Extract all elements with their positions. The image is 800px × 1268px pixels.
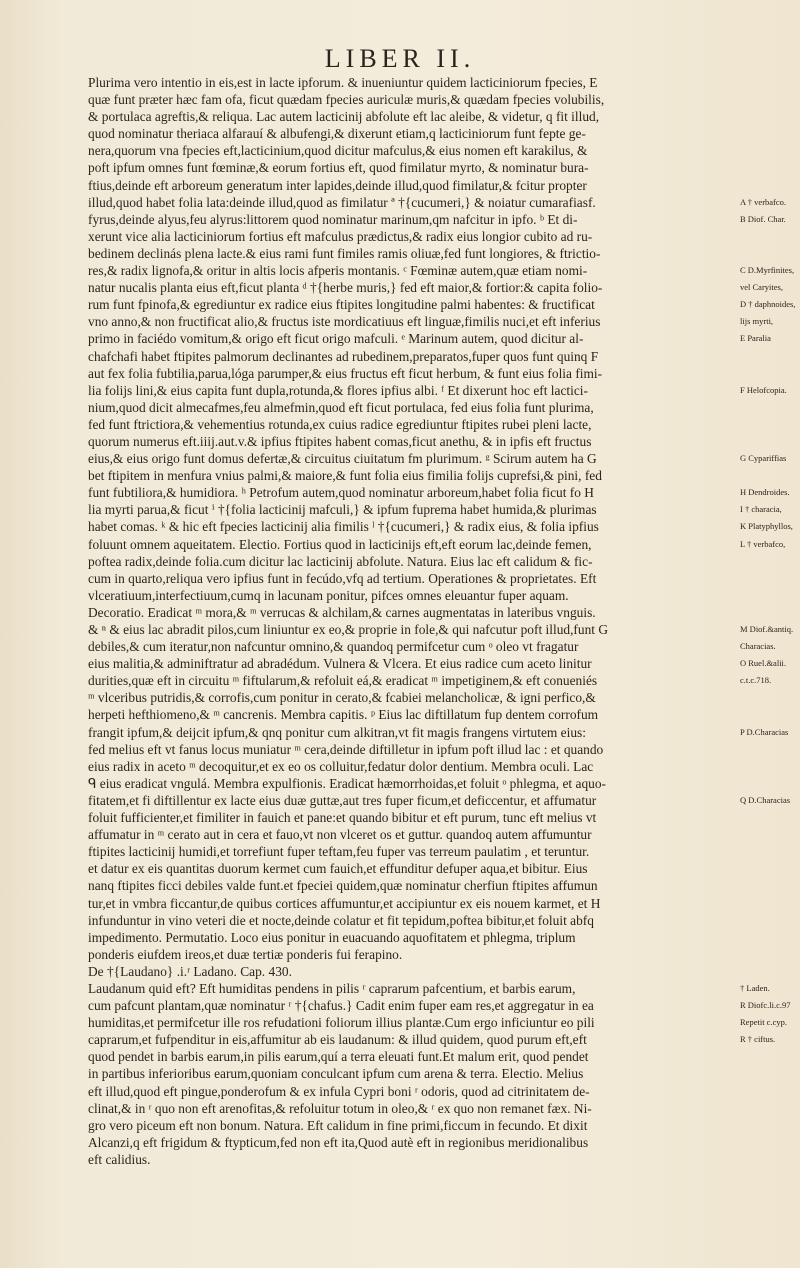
text-line: quod pendet in barbis earum,in pilis earum,quí a terra eleuati funt.Et malum erit, quod pendet xyxy=(88,1049,589,1065)
main-text-column xyxy=(88,74,734,1168)
text-line: & ⁿ & eius lac abradit pilos,cum liniuntur ex eo,& proprie in fole,& qui nafcutur poft illud,funt G xyxy=(88,622,609,637)
text-line: Alcanzi,q eft frigidum & ftypticum,fed non eft ita,Quod autè eft in regionibus meridionalibus xyxy=(88,1134,589,1150)
text-line: eius,& eius origo funt domus defertæ,& circuitus ciuitatum fm plurimum. ᵍ Scirum autem ha G xyxy=(88,451,597,467)
margin-note xyxy=(740,91,798,108)
margin-note xyxy=(740,843,798,860)
text-line: poft ipfum omnes funt fœminæ,& eorum fortius eft, quod fimilatur myrto, & nominatur bura- xyxy=(88,160,589,176)
margin-note xyxy=(740,1168,798,1185)
margin-note xyxy=(740,1151,798,1168)
margin-note xyxy=(740,826,798,843)
text-line: xerunt vice alia lacticiniorum fortius eft mafculus prædictus,& radix eius longior cubito ad ru- xyxy=(88,228,593,244)
text-line: nanq ftipites ficci debiles valde funt.et fpeciei quidem,quæ nominatur cherfiun ftipites affumun xyxy=(88,878,598,894)
margin-note: C D.Myrfinites, xyxy=(740,265,795,276)
text-line: habet comas. ᵏ & hic eft fpecies lacticinij alia fimilis ˡ †{cucumeri,} & radix eius, & folia ipfius xyxy=(88,519,599,535)
margin-note: E Paralia xyxy=(740,333,771,344)
text-line: De †{Laudano} .i.ʳ Ladano. Cap. 430. xyxy=(88,963,292,979)
text-line: bet ftipitem in menfura vnius palmi,& maiore,& funt folia eius fimilia folijs cuprefsi,& pini, fed xyxy=(88,468,602,484)
margin-note xyxy=(740,946,798,963)
margin-note: F Helofcopia. xyxy=(740,384,787,395)
margin-note xyxy=(740,159,798,176)
margin-note: A † verbafco. xyxy=(740,196,787,207)
text-line: affumatur in ᵐ cerato aut in cera et fauo,vt non vlceret os et guttur. quandoq autem affumuntur xyxy=(88,827,592,843)
text-line: eft calidius. xyxy=(88,1151,151,1167)
margin-note xyxy=(740,365,798,382)
text-line: tur,et in vmbra ficcantur,de quibus cortices affumuntur,et accipiuntur ex eis nouem karmet, et H xyxy=(88,895,601,911)
margin-note xyxy=(740,689,798,706)
text-line: ponderis eiufdem ireos,et duæ tertiæ ponderis fui ferapino. xyxy=(88,946,403,962)
margin-note xyxy=(740,895,798,912)
text-line: ᵐ vlceribus putridis,& corrofis,cum ponitur in cerato,& fcabiei melancholicæ, & igni perfico,& xyxy=(88,690,596,706)
text-line: fed funt ftrictiora,& vehementius rotunda,ex cuius radice egrediuntur ftipites rubei pleni lacte, xyxy=(88,416,592,432)
text-line: ftipites lacticinij humidi,et torrefiunt fuper teftam,feu fuper vas terreum paulatim , et teruntur. xyxy=(88,844,590,860)
margin-note xyxy=(740,1083,798,1100)
text-line: cum in quarto,reliqua vero ipfius funt in fecúdo,vfq ad tertium. Operationes & proprietates. Eft xyxy=(88,570,597,586)
margin-note: P D.Characias xyxy=(740,726,789,737)
text-line: natur nucalis planta eius eft,ficut planta ᵈ †{herbe muris,} fed eft maior,& fortior:& capita folio- xyxy=(88,280,603,296)
margin-note: Repetit c.cyp. xyxy=(740,1017,787,1028)
margin-note: R † ciftus. xyxy=(740,1034,776,1045)
margin-note xyxy=(740,108,798,125)
margin-note xyxy=(740,142,798,159)
margin-note xyxy=(740,929,798,946)
text-line: fitatem,et fi diftillentur ex lacte eius duæ guttæ,aut tres fuper ficum,et deficcentur, et affumatur xyxy=(88,792,597,808)
text-line: vno anno,& non fructificat alio,& fructus iste mordicatiuus eft linguæ,fimilis nuci,et eft inferius xyxy=(88,314,601,330)
margin-notes-column xyxy=(740,74,798,1219)
margin-note xyxy=(740,433,798,450)
text-line: frangit ipfum,& deijcit ipfum,& qnq ponitur cum alkitran,vt fit magis frangens virtutem eius: xyxy=(88,724,586,740)
text-line: rum funt fpinofa,& egrediuntur ex radice eius ftipites longitudine palmi habentes: & fructificat xyxy=(88,297,595,313)
margin-note xyxy=(740,912,798,929)
text-line: res,& radix lignofa,& oritur in altis locis afperis montanis. ᶜ Fœminæ autem,quæ etiam nomi- xyxy=(88,263,588,279)
margin-note xyxy=(740,1117,798,1134)
margin-note xyxy=(740,348,798,365)
margin-note: G Cypariffias xyxy=(740,453,787,464)
text-line: quorum numerus eft.iiij.aut.v.& ipfius ftipites habent comas,ficut anethu, & in ipfis eft fructus xyxy=(88,433,592,449)
text-line: Decoratio. Eradicat ᵐ mora,& ᵐ verrucas & alchilam,& carnes augmentatas in lateribus vnguis. xyxy=(88,604,596,620)
margin-note xyxy=(740,399,798,416)
text-line: durities,quæ eft in circuitu ᵐ fiftularum,& refoluit eá,& eradicat ᵐ impetiginem,& eft conueniés xyxy=(88,673,598,689)
margin-note: vel Caryites, xyxy=(740,282,783,293)
margin-note: D † daphnoides, xyxy=(740,299,796,310)
text-line: foluunt omnem aqueitatem. Electio. Fortius quod in lacticinijs eft,eft eorum lac,deinde femen, xyxy=(88,536,592,552)
margin-note xyxy=(740,963,798,980)
margin-note xyxy=(740,1100,798,1117)
text-line: ᑫ eius eradicat vngulá. Membra expulfionis. Eradicat hæmorrhoidas,et foluit ᵒ phlegma, et aquo- xyxy=(88,775,606,791)
margin-note xyxy=(740,125,798,142)
text-line: Laudanum quid eft? Eft humiditas pendens in pilis ʳ caprarum pafcentium, et barbis earum, xyxy=(88,980,576,996)
margin-note: K Platyphyllos, xyxy=(740,521,793,532)
text-line: bedinem declinás plena lacte.& eius rami funt fimiles ramis oliuæ,fed funt longiores, & ftrictio- xyxy=(88,245,601,261)
text-line: primo in faciédo vomitum,& origo eft ficut origo mafculi. ᵉ Marinum autem, quod dicitur al- xyxy=(88,331,584,347)
margin-note xyxy=(740,775,798,792)
margin-note: M Diof.&antiq. xyxy=(740,624,794,634)
margin-note xyxy=(740,1134,798,1151)
text-line: caprarum,et fufpenditur in eis,affumitur ab eis laudanum: & illud quidem, quod purum eft,eft xyxy=(88,1032,587,1048)
margin-note xyxy=(740,877,798,894)
margin-note xyxy=(740,860,798,877)
margin-note: R Diofc.li.c.97 xyxy=(740,1000,791,1011)
text-line: Plurima vero intentio in eis,est in lacte ipforum. & inueniuntur quidem lacticiniorum fpecies, E xyxy=(88,75,598,90)
margin-note xyxy=(740,1202,798,1219)
text-line: fyrus,deinde alyus,feu alyrus:littorem quod nominatur marinum,qm nafcitur in ipfo. ᵇ Et di- xyxy=(88,211,578,227)
margin-note: c.t.c.718. xyxy=(740,675,772,686)
text-line: quæ funt præter hæc fam ofa, ficut quædam fpecies auriculæ muris,& quædam fpecies volubilis, xyxy=(88,92,605,108)
text-line: funt fubtiliora,& humidiora. ʰ Petrofum autem,quod nominatur arboreum,habet folia ficut fo H xyxy=(88,485,594,501)
text-line: in partibus inferioribus earum,quoniam conculcant ipfum cum arena & terra. Electio. Melius xyxy=(88,1066,584,1082)
margin-note xyxy=(740,758,798,775)
margin-note xyxy=(740,809,798,826)
margin-note xyxy=(740,570,798,587)
text-line: eft illud,quod eft pingue,ponderofum & ex infula Cypri boni ʳ odoris, quod ad citrinitatem de- xyxy=(88,1083,590,1099)
text-line: eius malitia,& adminiftratur ad abradédum. Vulnera & Vlcera. Et eius radice cum aceto linitur xyxy=(88,656,592,672)
text-line: nium,quod dicit almecafmes,feu almefmin,quod eft ficut portulaca, fed eius folia funt plurima, xyxy=(88,399,594,415)
running-title: LIBER II. xyxy=(324,44,476,73)
text-line: nera,quorum vna fpecies eft,lacticinium,quod dicitur mafculus,& eius nomen eft karakilus, & xyxy=(88,143,588,159)
margin-note xyxy=(740,467,798,484)
margin-note xyxy=(740,1048,798,1065)
text-line: vlceratiuum,interfectiuum,cumq in lacunam ponitur, pifces omnes eleuantur fuper aquam. xyxy=(88,587,569,603)
margin-note xyxy=(740,245,798,262)
margin-note xyxy=(740,1065,798,1082)
text-line: foluit fufficienter,et fimiliter in fauich et pane:et quando bibitur et eft purum, tunc eft melius vt xyxy=(88,810,597,826)
text-line: debiles,& cum iteratur,non nafcuntur omnino,& quandoq permifcetur cum ᵒ oleo vt fragatur xyxy=(88,639,579,655)
margin-note: I † characia, xyxy=(740,504,782,515)
text-line: fed melius eft vt fanus locus muniatur ᵐ cera,deinde diftilletur in ipfum poft illud lac : et quando xyxy=(88,741,604,757)
text-line: poftea radix,deinde folia.cum dicitur lac lacticinij abfolute. Natura. Eius lac eft calidum & fic- xyxy=(88,553,593,569)
text-line: impedimento. Permutatio. Loco eius ponitur in euacuando aquofitatem et phlegma, triplum xyxy=(88,929,576,945)
margin-note: H Dendroides. xyxy=(740,487,790,498)
text-line: et datur ex eis quantitas duorum kermet cum fauich,et effunditur defuper aqua,et bibitur. Eius xyxy=(88,861,588,877)
text-line: clinat,& in ʳ quo non eft arenofitas,& refoluitur totum in oleo,& ʳ ex quo non remanet fæx. Ni- xyxy=(88,1100,592,1116)
margin-note xyxy=(740,416,798,433)
text-line: & portulaca agreftis,& reliqua. Lac autem lacticinij abfolute eft lac aleibe, & videtur, q fit illud, xyxy=(88,109,600,125)
text-line: chafchafi habet ftipites palmorum declinantes ad rubedinem,preparatos,fuper quos funt quinq F xyxy=(88,348,599,364)
margin-note xyxy=(740,587,798,604)
margin-note: Characias. xyxy=(740,641,776,652)
text-line: lia folijs lini,& eius capita funt dupla,rotunda,& flores ipfius albi. ᶠ Et dixerunt hoc eft lactici- xyxy=(88,382,588,398)
margin-note xyxy=(740,741,798,758)
margin-note xyxy=(740,706,798,723)
text-line: ftius,deinde eft arboreum generatum inter lapides,deinde illud,quod fimilatur,& fcitur propter xyxy=(88,177,587,193)
margin-note xyxy=(740,228,798,245)
margin-note xyxy=(740,553,798,570)
text-line: quod nominatur theriaca alfarauí & albufengi,& dixerunt etiam,q lacticiniorum funt fepte ge- xyxy=(88,126,586,142)
margin-note: lijs myrti, xyxy=(740,316,774,327)
margin-note xyxy=(740,604,798,621)
text-line: illud,quod habet folia lata:deinde illud,quod as fimilatur ª †{cucumeri,} & noiatur cumarafiasf. xyxy=(88,194,596,210)
text-line: herpeti hefthiomeno,& ᵐ cancrenis. Membra capitis. ᵖ Eius lac diftillatum fup dentem corrofum xyxy=(88,707,599,723)
margin-note: B Diof. Char. xyxy=(740,213,786,224)
text-line: infunduntur in vino veteri die et nocte,deinde colatur et fit tepidum,poftea bibitur,et foluit abfq xyxy=(88,912,594,928)
margin-note xyxy=(740,177,798,194)
margin-note: Q D.Characias xyxy=(740,794,791,805)
text-line: gro vero piceum eft non bonum. Natura. Eft calidum in fine primi,ficcum in fecundo. Et dixit xyxy=(88,1117,588,1133)
text-line: aut fex folia fubtilia,parua,lóga parumper,& eius fructus eft ficut herbum, & funt eius folia fimi- xyxy=(88,365,603,381)
text-line: cum pafcunt plantam,quæ nominatur ʳ †{chafus.} Cadit enim fuper eam res,et aggregatur in ea xyxy=(88,998,594,1014)
margin-note: † Laden. xyxy=(740,982,770,993)
margin-note xyxy=(740,74,798,91)
margin-note xyxy=(740,1185,798,1202)
margin-note: L † verbafco, xyxy=(740,538,786,549)
text-line: lia myrti parua,& ficut ⁱ †{folia lacticinij mafculi,} & ipfum fuprema habet humida,& plurimas xyxy=(88,502,597,518)
margin-note: O Ruel.&alii. xyxy=(740,658,787,669)
text-line: eius radix in aceto ᵐ decoquitur,et ex eo os colluitur,fedatur dolor dentium. Membra oculi. Lac xyxy=(88,758,594,774)
text-line: humiditas,et permifcetur ille ros refudationi foliorum illius plantæ.Cum ergo inficiuntur eo pili xyxy=(88,1015,595,1031)
